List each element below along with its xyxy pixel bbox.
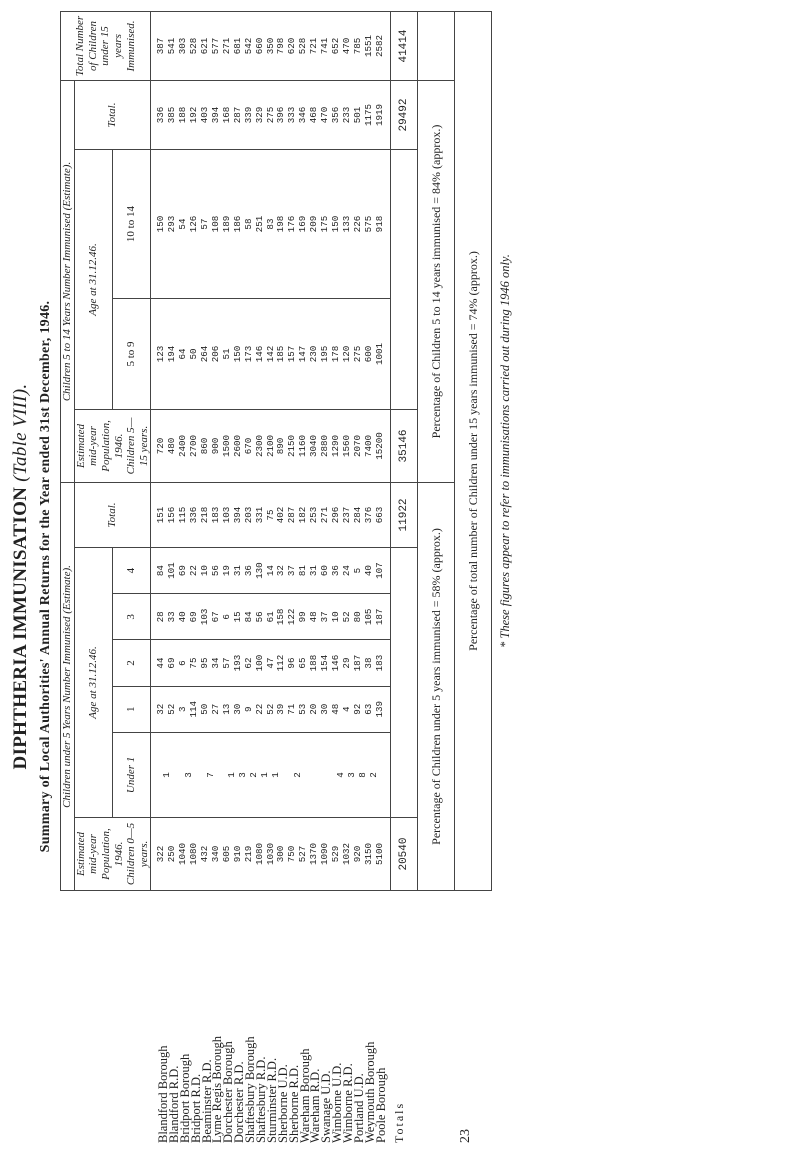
col-age10to14: 150 293 54 126 57 108 189 186 58 251 83 198 176 169 209 175 150 133 226 575 918 [151,150,391,299]
totals-label: Totals [391,1101,406,1143]
page-number: 23 [458,1129,473,1143]
district-name: Dorchester R.D. [232,1061,247,1143]
group-5to14-header: Children 5 to 14 Years Number Immunised (Estimate). [61,81,75,483]
immunisation-table [60,11,492,891]
age-at-header: Age at 31.12.46. [74,547,112,817]
district-name: Portland U.D. [352,1073,367,1143]
total-under5-header: Total. [74,482,151,547]
total-5to14: 29492 [391,81,418,150]
district-name: Sturminster R.D. [264,1057,279,1143]
col-total-all: 387 541 303 528 621 577 271 681 542 660 350 798 620 528 721 741 652 470 785 1551 2582 [151,12,391,81]
age1-header: 1 [113,686,151,732]
age10to14-header: 10 to 14 [113,150,151,299]
district-name: Bridport R.D. [188,1073,203,1143]
pop-under5-header: Estimated mid-year Population, 1946. Children 0—5 years. [74,818,151,891]
under1-header: Under 1 [113,732,151,817]
pct-under5: Percentage of Children under 5 years immunised = 58% (approx.) [418,482,455,890]
district-name: Wimborne U.D. [330,1062,345,1143]
district-name: Weymouth Borough [362,1041,377,1143]
col-age3: 28 33 40 69 103 67 6 15 84 56 61 158 122 99 48 37 10 52 80 105 187 [151,594,391,640]
district-name: Swanage U.D. [319,1070,334,1143]
age-at-header-2: Age at 31.12.46. [74,150,112,410]
age3-header: 3 [113,594,151,640]
district-name: Sherborne R.D. [286,1064,301,1143]
footnote: * These figures appear to refer to immunisations carried out during 1946 only. [498,254,512,648]
page-subtitle: Summary of Local Authorities' Annual Returns for the Year ended 31st December, 1946. [38,300,53,853]
pct-overall: Percentage of total number of Children under 15 years immunised = 74% (approx.) [455,12,492,891]
pct-5to14: Percentage of Children 5 to 14 years immunised = 84% (approx.) [418,81,455,483]
district-name: Sherborne U.D. [275,1064,290,1143]
total-pop-under5: 20540 [391,818,418,891]
pct-spacer [418,12,455,81]
col-age1: 32 52 3 114 50 27 13 30 9 22 52 39 71 53 20 30 48 4 92 63 139 [151,686,391,732]
col-under1: 1 3 7 1 3 2 1 1 2 4 3 8 2 [151,732,391,817]
age4-header: 4 [113,547,151,593]
group-under5-header: Children under 5 Years Number Immunised (Estimate). [61,482,75,890]
col-total-under5: 151 156 115 336 218 183 103 394 203 331 75 402 287 182 253 271 296 237 284 376 663 [151,482,391,547]
district-name: Beaminster R.D. [199,1059,214,1143]
district-name: Blandford R.D. [166,1065,181,1143]
district-name: Shaftesbury R.D. [254,1056,269,1143]
district-name: Wimborne R.D. [341,1063,356,1143]
pop-5to14-header: Estimated mid-year Population, 1946. Children 5—15 years. [74,409,151,482]
col-pop-5to14: 720 480 2400 2700 860 900 1500 2600 670 2300 2100 890 2150 1160 3040 2880 1290 1560 2070 7400 15200 [151,409,391,482]
district-list [158,903,405,1143]
district-name: Bridport Borough [177,1053,192,1143]
col-age5to9: 123 194 64 50 264 206 51 150 173 146 142 185 157 147 230 195 178 120 275 600 1001 [151,299,391,410]
district-name: Dorchester Borough [221,1041,236,1143]
total-5to14-header: Total. [74,81,151,150]
title-main: DIPHTHERIA IMMUNISATION [10,486,31,770]
page-title [10,0,54,1153]
title-table-ref: (Table VIII). [10,383,31,482]
col-pop-under5: 322 250 1040 1080 432 340 605 910 219 1080 1030 300 750 527 1370 1090 529 1032 920 3150 5100 [151,818,391,891]
district-name: Wareham R.D. [308,1068,323,1143]
total-pop-5to14: 35146 [391,409,418,482]
district-name: Blandford Borough [156,1045,170,1143]
age2-header: 2 [113,640,151,686]
col-age2: 44 69 6 75 95 34 57 193 62 100 47 112 96 65 188 154 146 29 187 38 183 [151,640,391,686]
age5to9-header: 5 to 9 [113,299,151,410]
totals-spacer-2 [391,150,418,410]
col-total-5to14: 336 385 188 192 403 394 168 287 339 329 275 396 333 346 468 470 356 233 501 1175 1919 [151,81,391,150]
total-all: 41414 [391,12,418,81]
district-name: Shaftesbury Borough [243,1036,258,1143]
district-name: Poole Borough [373,1067,388,1143]
district-name: Wareham Borough [297,1048,312,1143]
col-age4: 84 101 69 22 10 56 19 31 36 130 14 32 37 81 31 60 36 24 5 40 107 [151,547,391,593]
totals-spacer [391,547,418,817]
total-all-header: Total Number of Children under 15 years Immunised. [61,12,151,81]
total-under5: 11922 [391,482,418,547]
district-name: Lyme Regis Borough [210,1036,225,1143]
